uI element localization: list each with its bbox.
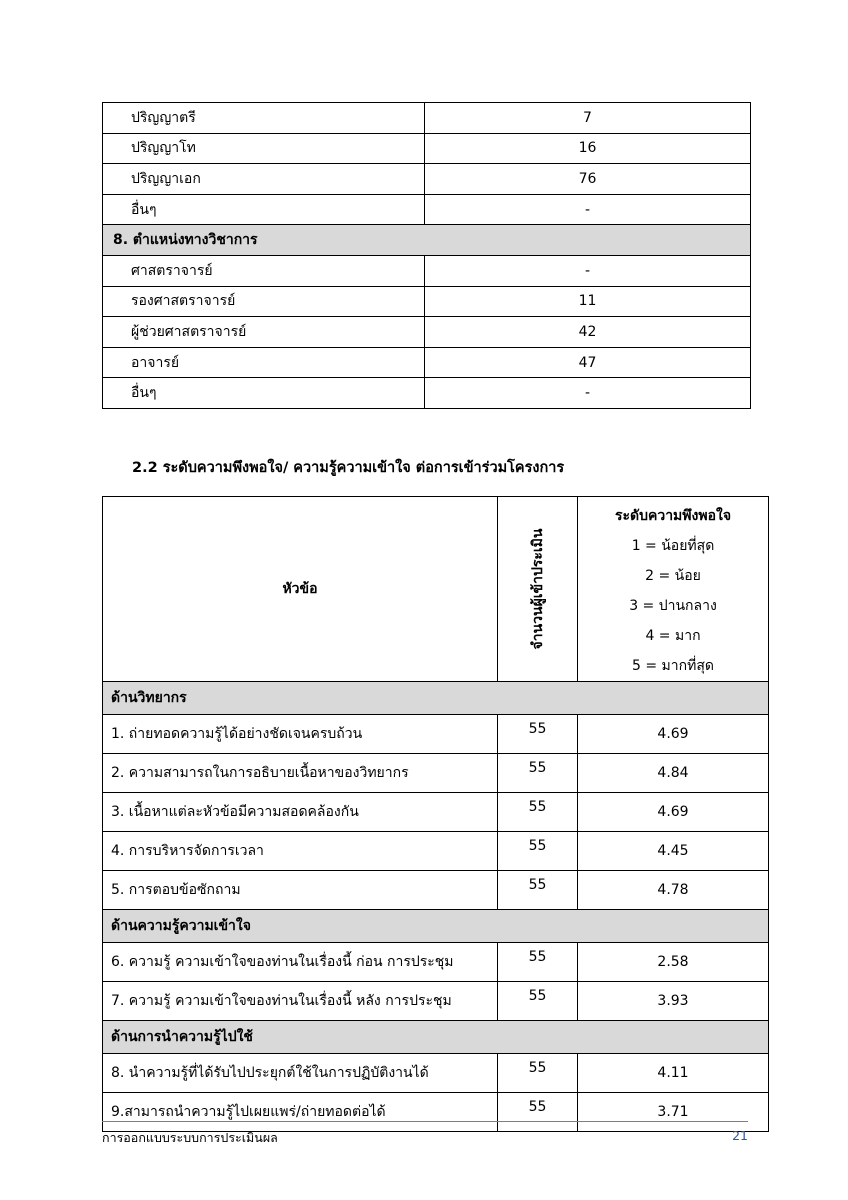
row-count: 55 xyxy=(498,982,578,1021)
table-row xyxy=(103,317,751,348)
scale-title: ระดับความพึงพอใจ xyxy=(614,508,732,524)
row-score: 4.11 xyxy=(578,1054,769,1093)
section-title: ด้านวิทยากร xyxy=(103,682,769,715)
row-value: 47 xyxy=(425,347,751,378)
section-heading: 2.2 ระดับความพึงพอใจ/ ความรู้ความเข้าใจ ต่อการเข้าร่วมโครงการ xyxy=(132,460,565,476)
row-count: 55 xyxy=(498,754,578,793)
row-score: 4.69 xyxy=(578,793,769,832)
section-header-row xyxy=(103,1021,769,1054)
header-count: จำนวนผู้เข้าประเมิน xyxy=(529,528,546,650)
table-row xyxy=(103,347,751,378)
table-row xyxy=(103,832,769,871)
row-value: - xyxy=(425,255,751,286)
row-label: อื่นๆ xyxy=(103,194,425,225)
row-score: 3.71 xyxy=(578,1093,769,1132)
row-label: ปริญญาเอก xyxy=(103,164,425,195)
row-topic: 4. การบริหารจัดการเวลา xyxy=(103,832,498,871)
row-value: - xyxy=(425,378,751,409)
row-score: 4.84 xyxy=(578,754,769,793)
row-topic: 2. ความสามารถในการอธิบายเนื้อหาของวิทยากร xyxy=(103,754,498,793)
row-topic: 3. เนื้อหาแต่ละหัวข้อมีความสอดคล้องกัน xyxy=(103,793,498,832)
row-count: 55 xyxy=(498,1093,578,1132)
scale-item: 1 = น้อยที่สุด xyxy=(631,538,715,554)
scale-item: 5 = มากที่สุด xyxy=(632,658,714,674)
row-label: อาจารย์ xyxy=(103,347,425,378)
row-value: 42 xyxy=(425,317,751,348)
table-row xyxy=(103,133,751,164)
row-label: ปริญญาโท xyxy=(103,133,425,164)
table-row xyxy=(103,103,751,134)
table-row xyxy=(103,378,751,409)
scale-item: 4 = มาก xyxy=(645,628,701,644)
row-topic: 7. ความรู้ ความเข้าใจของท่านในเรื่องนี้ หลัง การประชุม xyxy=(103,982,498,1021)
scale-item: 3 = ปานกลาง xyxy=(629,598,717,614)
table-row xyxy=(103,194,751,225)
row-score: 4.78 xyxy=(578,871,769,910)
row-score: 2.58 xyxy=(578,943,769,982)
row-topic: 6. ความรู้ ความเข้าใจของท่านในเรื่องนี้ ก่อน การประชุม xyxy=(103,943,498,982)
table-row xyxy=(103,286,751,317)
row-label: ปริญญาตรี xyxy=(103,103,425,134)
row-count: 55 xyxy=(498,832,578,871)
row-value: 11 xyxy=(425,286,751,317)
table-row xyxy=(103,982,769,1021)
section-header-row xyxy=(103,682,769,715)
row-count: 55 xyxy=(498,715,578,754)
section-title: 8. ตำแหน่งทางวิชาการ xyxy=(103,225,751,256)
table-row xyxy=(103,255,751,286)
row-label: ศาสตราจารย์ xyxy=(103,255,425,286)
header-topic: หัวข้อ xyxy=(103,497,498,682)
row-count: 55 xyxy=(498,871,578,910)
row-count: 55 xyxy=(498,943,578,982)
row-count: 55 xyxy=(498,1054,578,1093)
footer-title: การออกแบบระบบการประเมินผล xyxy=(102,1130,278,1145)
section-header-row xyxy=(103,225,751,256)
header-scale xyxy=(578,497,769,682)
row-value: 16 xyxy=(425,133,751,164)
header-row xyxy=(103,497,769,682)
table-row xyxy=(103,943,769,982)
section-header-row xyxy=(103,910,769,943)
row-topic: 1. ถ่ายทอดความรู้ได้อย่างชัดเจนครบถ้วน xyxy=(103,715,498,754)
row-count: 55 xyxy=(498,793,578,832)
row-label: ผู้ช่วยศาสตราจารย์ xyxy=(103,317,425,348)
table-row xyxy=(103,1093,769,1132)
row-score: 3.93 xyxy=(578,982,769,1021)
scale-item: 2 = น้อย xyxy=(645,568,701,584)
row-topic: 5. การตอบข้อซักถาม xyxy=(103,871,498,910)
row-topic: 9.สามารถนำความรู้ไปเผยแพร่/ถ่ายทอดต่อได้ xyxy=(103,1093,498,1132)
row-score: 4.45 xyxy=(578,832,769,871)
row-topic: 8. นำความรู้ที่ได้รับไปประยุกต์ใช้ในการปฏิบัติงานได้ xyxy=(103,1054,498,1093)
table-row xyxy=(103,715,769,754)
section-title: ด้านการนำความรู้ไปใช้ xyxy=(103,1021,769,1054)
table-row xyxy=(103,1054,769,1093)
row-value: - xyxy=(425,194,751,225)
row-score: 4.69 xyxy=(578,715,769,754)
footer-divider xyxy=(102,1121,748,1122)
row-value: 76 xyxy=(425,164,751,195)
table-row xyxy=(103,164,751,195)
table-row xyxy=(103,754,769,793)
row-label: อื่นๆ xyxy=(103,378,425,409)
education-position-table xyxy=(102,102,751,409)
table-row xyxy=(103,871,769,910)
row-label: รองศาสตราจารย์ xyxy=(103,286,425,317)
header-count-cell xyxy=(498,497,578,682)
page-number: 21 xyxy=(732,1128,748,1143)
satisfaction-table xyxy=(102,496,769,1132)
row-value: 7 xyxy=(425,103,751,134)
table-row xyxy=(103,793,769,832)
section-title: ด้านความรู้ความเข้าใจ xyxy=(103,910,769,943)
